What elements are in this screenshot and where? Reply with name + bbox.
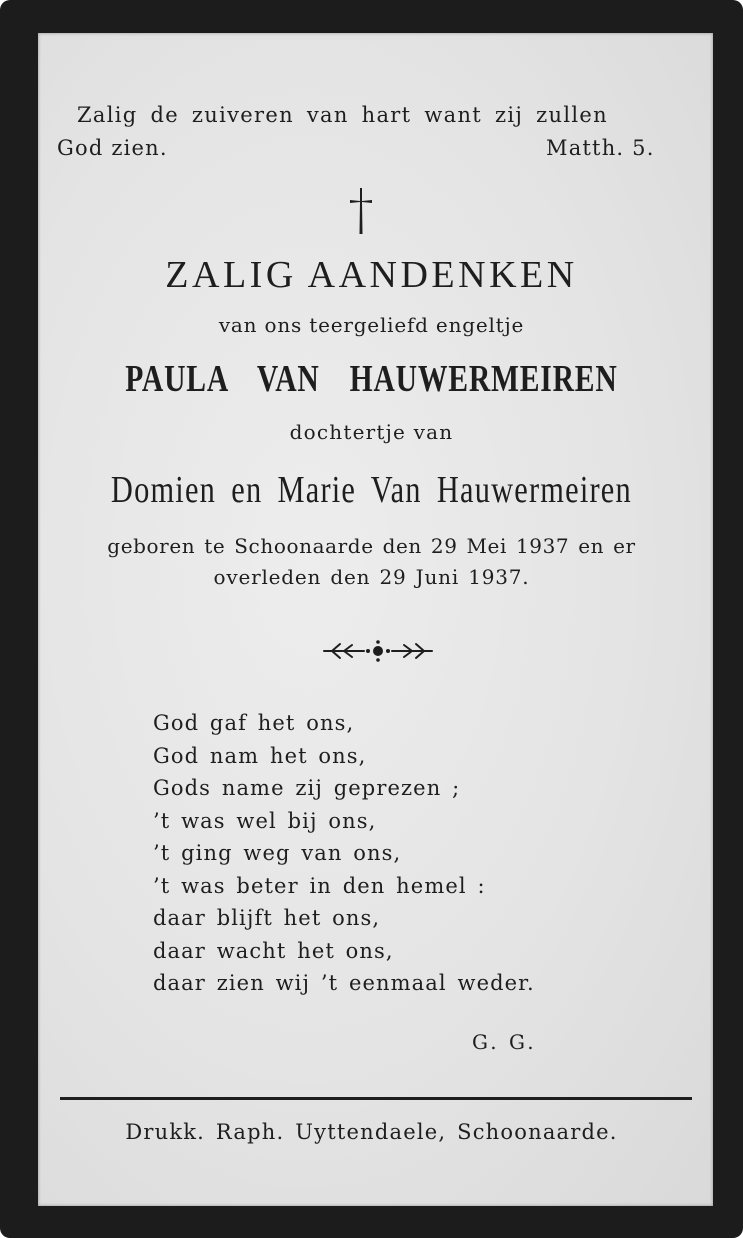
signature: G. G.: [472, 1030, 537, 1054]
card-title: ZALIG AANDENKEN: [165, 254, 578, 296]
verse-line-2: God zien.: [57, 136, 168, 160]
verse-line-1: Zalig de zuiveren van hart want zij zullen: [77, 103, 608, 127]
deceased-name: PAULA VAN HAUWERMEIREN: [125, 358, 618, 400]
ornament-divider-icon: [322, 637, 434, 665]
printer-credit: Drukk. Raph. Uyttendaele, Schoonaarde.: [125, 1120, 618, 1144]
poem-line: ’t was beter in den hemel :: [153, 873, 486, 898]
relation-text: dochtertje van: [289, 420, 454, 444]
poem-line: daar blijft het ons,: [153, 906, 381, 930]
poem-line: God nam het ons,: [153, 743, 367, 768]
poem-line: daar zien wij ’t eenmaal weder.: [153, 971, 535, 995]
divider-rule: [60, 1097, 692, 1100]
cross-icon: [345, 185, 377, 237]
poem-line: ’t was wel bij ons,: [153, 808, 377, 833]
subtitle: van ons teergeliefd engeltje: [218, 313, 525, 337]
poem-line: God gaf het ons,: [153, 711, 355, 735]
verse-reference: Matth. 5.: [546, 136, 655, 160]
poem-line: Gods name zij geprezen ;: [153, 776, 461, 800]
parents-names: Domien en Marie Van Hauwermeiren: [110, 469, 632, 511]
poem-line: ’t ging weg van ons,: [153, 841, 402, 865]
poem: [153, 707, 535, 1000]
poem-line: daar wacht het ons,: [153, 938, 394, 963]
birth-line: geboren te Schoonaarde den 29 Mei 1937 en er: [107, 534, 636, 558]
death-line: overleden den 29 Juni 1937.: [213, 565, 530, 589]
